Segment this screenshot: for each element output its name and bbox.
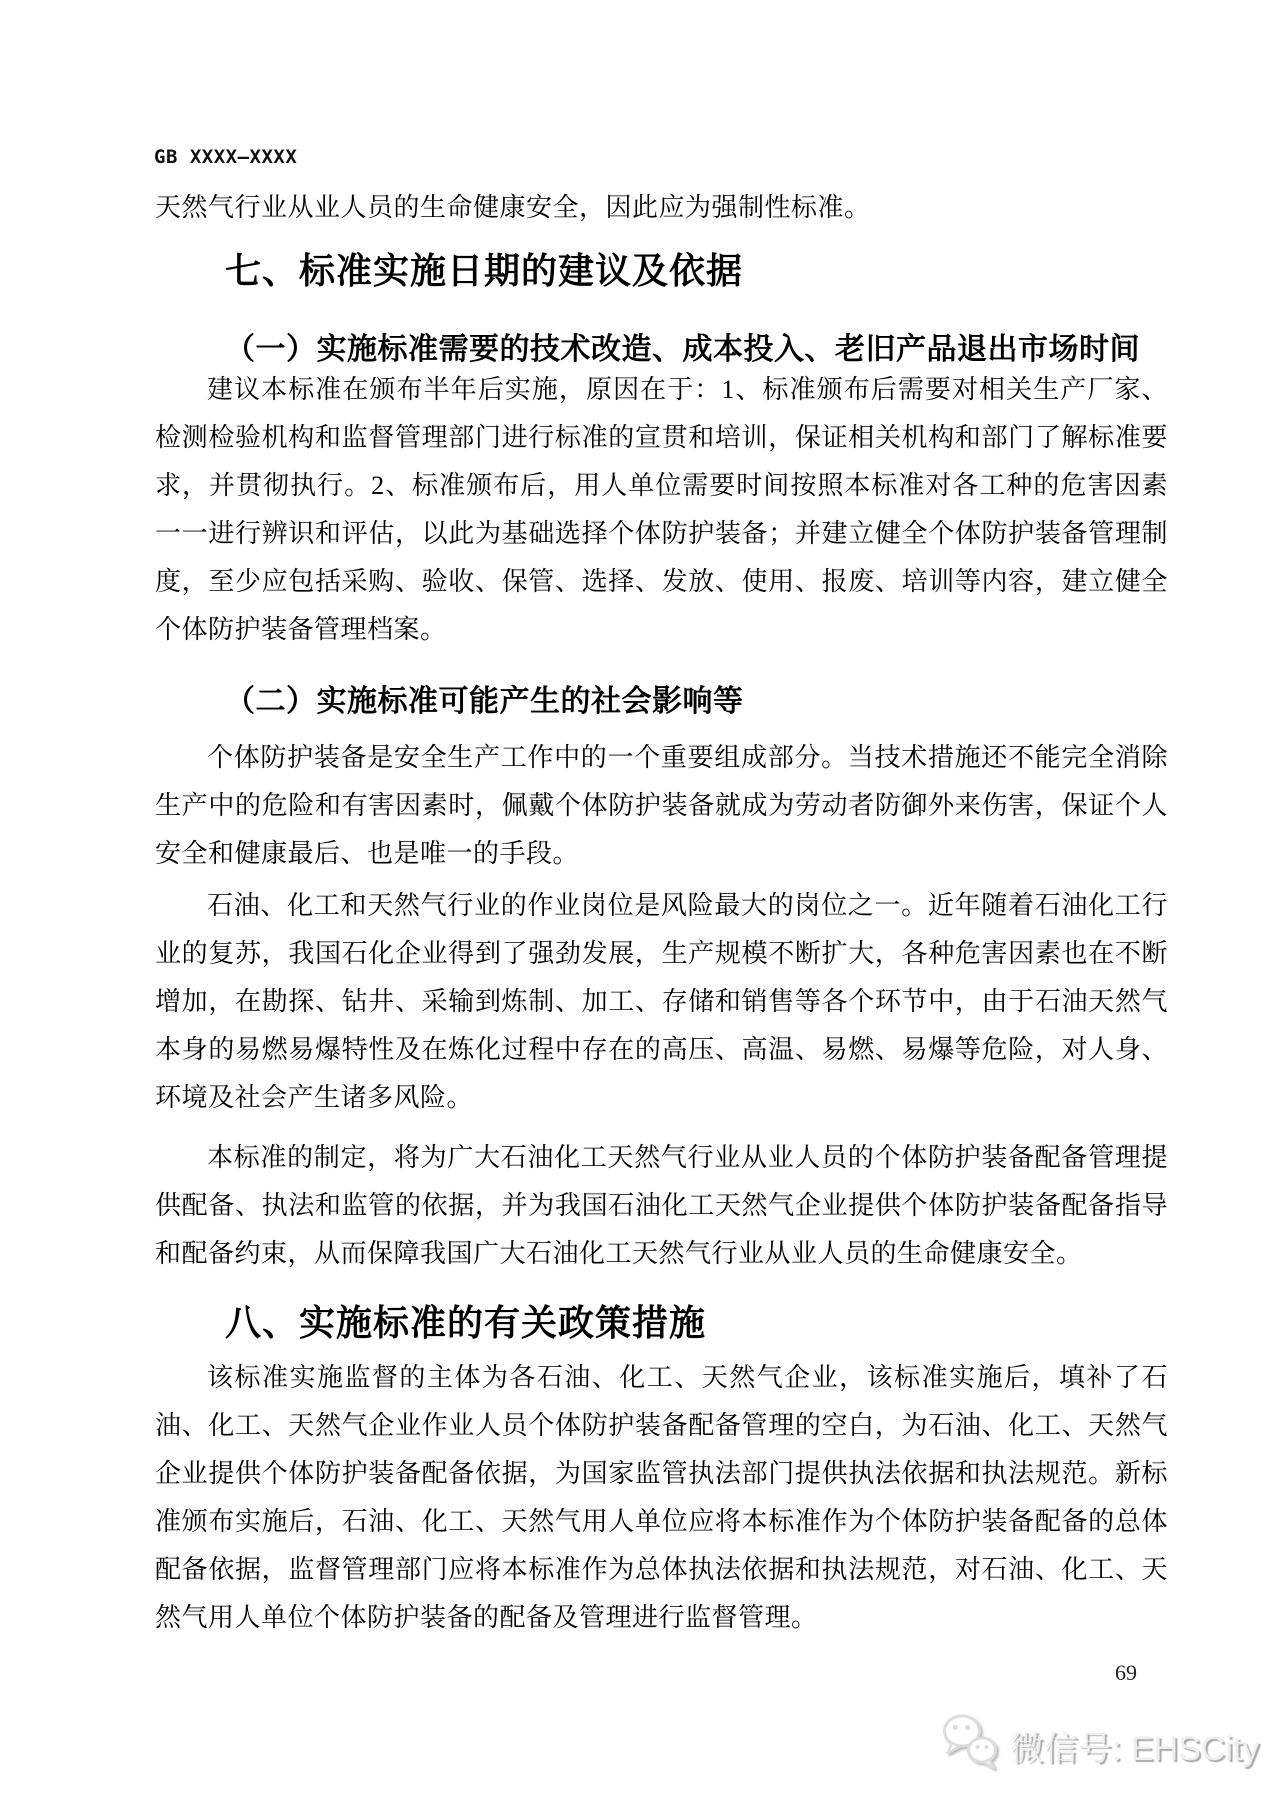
section-heading-8: 八、实施标准的有关政策措施: [225, 1302, 707, 1343]
section-heading-7: 七、标准实施日期的建议及依据: [225, 250, 744, 291]
subsection-heading-7-1: （一）实施标准需要的技术改造、成本投入、老旧产品退出市场时间: [225, 333, 1140, 366]
continuation-paragraph: 天然气行业从业人员的生命健康安全，因此应为强制性标准。: [155, 193, 871, 222]
wechat-watermark: [938, 1712, 1259, 1779]
paragraph: 本标准的制定，将为广大石油化工天然气行业从业人员的个体防护装备配备管理提供配备、执法和监管的依据，并为我国石油化工天然气企业提供个体防护装备配备指导和配备约束，从而保障我国广大石油化工天然气行业从业人员的生命健康安全。: [155, 1143, 1168, 1268]
paragraph: 建议本标准在颁布半年后实施，原因在于：1、标准颁布后需要对相关生产厂家、检测检验机构和监督管理部门进行标准的宣贯和培训，保证相关机构和部门了解标准要求，并贯彻执行。2、标准颁布后，用人单位需要时间按照本标准对各工种的危害因素一一进行辨识和评估，以此为基础选择个体防护装备；并建立健全个体防护装备管理制度，至少应包括采购、验收、保管、选择、发放、使用、报废、培训等内容，建立健全个体防护装备管理档案。: [155, 375, 1168, 644]
subsection-heading-7-2: （二）实施标准可能产生的社会影响等: [225, 685, 744, 718]
wechat-icon: [938, 1712, 1002, 1779]
page-number: 69: [1115, 1660, 1137, 1685]
paragraph: 该标准实施监督的主体为各石油、化工、天然气企业，该标准实施后，填补了石油、化工、天然气企业作业人员个体防护装备配备管理的空白，为石油、化工、天然气企业提供个体防护装备配备依据，为国家监管执法部门提供执法依据和执法规范。新标准颁布实施后，石油、化工、天然气用人单位应将本标准作为个体防护装备配备的总体配备依据，监督管理部门应将本标准作为总体执法依据和执法规范，对石油、化工、天然气用人单位个体防护装备的配备及管理进行监督管理。: [155, 1363, 1168, 1632]
paragraph: 石油、化工和天然气行业的作业岗位是风险最大的岗位之一。近年随着石油化工行业的复苏，我国石化企业得到了强劲发展，生产规模不断扩大，各种危害因素也在不断增加，在勘探、钻井、采输到炼制、加工、存储和销售等各个环节中，由于石油天然气本身的易燃易爆特性及在炼化过程中存在的高压、高温、易燃、易爆等危险，对人身、环境及社会产生诸多风险。: [155, 891, 1168, 1112]
standard-code-header: GB XXXX—XXXX: [154, 146, 298, 168]
paragraph: 个体防护装备是安全生产工作中的一个重要组成部分。当技术措施还不能完全消除生产中的危险和有害因素时，佩戴个体防护装备就成为劳动者防御外来伤害，保证个人安全和健康最后、也是唯一的手段。: [155, 743, 1168, 868]
wechat-watermark-label: 微信号: EHSCity: [1010, 1730, 1260, 1768]
